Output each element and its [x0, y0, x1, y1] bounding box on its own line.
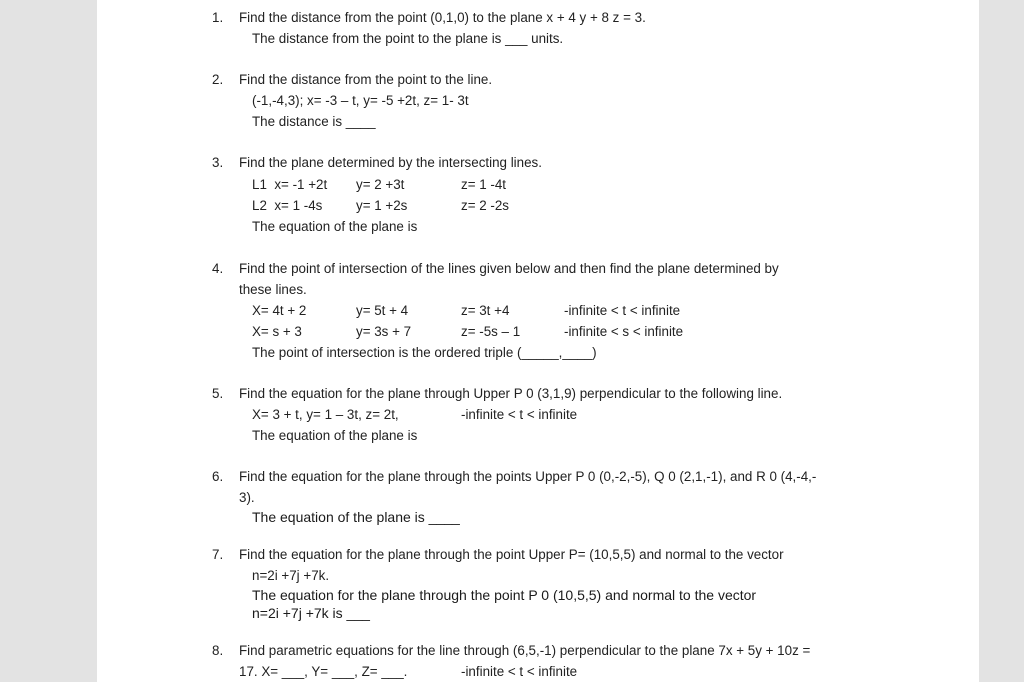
- q3-l1-z: z= 1 -4t: [461, 177, 507, 192]
- q3-l2-y: y= 1 +2s: [356, 198, 408, 213]
- q2-answer: The distance is ____: [252, 114, 376, 129]
- q6-answer: The equation of the plane is ____: [252, 509, 460, 525]
- q7-title-line2: n=2i +7j +7k.: [252, 568, 330, 583]
- q3-l1-y: y= 2 +3t: [356, 177, 405, 192]
- q4-answer: The point of intersection is the ordered triple (_____,____): [252, 345, 597, 360]
- q4-r2-y: y= 3s + 7: [356, 324, 412, 339]
- q6-title-line1: Find the equation for the plane through the points Upper P 0 (0,-2,-5), Q 0 (2,1,-1), and R 0 (4,-4,-: [239, 469, 817, 484]
- q8-title-line2: 17. X= ___, Y= ___, Z= ___.: [239, 664, 408, 679]
- q5-number: 5.: [212, 386, 224, 401]
- q4-r1-z: z= 3t +4: [461, 303, 510, 318]
- q4-r2-x: X= s + 3: [252, 324, 302, 339]
- q4-r2-range: -infinite < s < infinite: [564, 324, 684, 339]
- q3-answer: The equation of the plane is: [252, 219, 418, 234]
- q2-number: 2.: [212, 72, 224, 87]
- q4-number: 4.: [212, 261, 224, 276]
- q5-line: X= 3 + t, y= 1 – 3t, z= 2t,: [252, 407, 399, 422]
- q8-title-line1: Find parametric equations for the line through (6,5,-1) perpendicular to the plane 7x + 5y + 10z =: [239, 643, 811, 658]
- q5-answer: The equation of the plane is: [252, 428, 418, 443]
- q3-l1-x: L1 x= -1 +2t: [252, 177, 328, 192]
- q4-title-line2: these lines.: [239, 282, 307, 297]
- q3-title: Find the plane determined by the intersecting lines.: [239, 155, 542, 170]
- q7-number: 7.: [212, 547, 224, 562]
- q4-r1-x: X= 4t + 2: [252, 303, 307, 318]
- q3-l2-z: z= 2 -2s: [461, 198, 510, 213]
- q7-answer-line2: n=2i +7j +7k is ___: [252, 605, 370, 621]
- q6-number: 6.: [212, 469, 224, 484]
- q3-number: 3.: [212, 155, 224, 170]
- q1-title: Find the distance from the point (0,1,0) to the plane x + 4 y + 8 z = 3.: [239, 10, 646, 25]
- q8-number: 8.: [212, 643, 224, 658]
- q7-title-line1: Find the equation for the plane through the point Upper P= (10,5,5) and normal to the vector: [239, 547, 784, 562]
- q7-answer-line1: The equation for the plane through the point P 0 (10,5,5) and normal to the vector: [252, 587, 757, 603]
- q8-range: -infinite < t < infinite: [461, 664, 578, 679]
- q6-title-line2: 3).: [239, 490, 255, 505]
- q5-range: -infinite < t < infinite: [461, 407, 578, 422]
- document-page: [97, 0, 979, 682]
- q4-r1-range: -infinite < t < infinite: [564, 303, 681, 318]
- q2-title: Find the distance from the point to the line.: [239, 72, 493, 87]
- q4-r1-y: y= 5t + 4: [356, 303, 409, 318]
- q5-title: Find the equation for the plane through Upper P 0 (3,1,9) perpendicular to the following line.: [239, 386, 783, 401]
- q4-title-line1: Find the point of intersection of the lines given below and then find the plane determined by: [239, 261, 779, 276]
- q4-r2-z: z= -5s – 1: [461, 324, 521, 339]
- q1-number: 1.: [212, 10, 224, 25]
- q2-line: (-1,-4,3); x= -3 – t, y= -5 +2t, z= 1- 3t: [252, 93, 469, 108]
- q1-answer: The distance from the point to the plane is ___ units.: [252, 31, 564, 46]
- q3-l2-x: L2 x= 1 -4s: [252, 198, 323, 213]
